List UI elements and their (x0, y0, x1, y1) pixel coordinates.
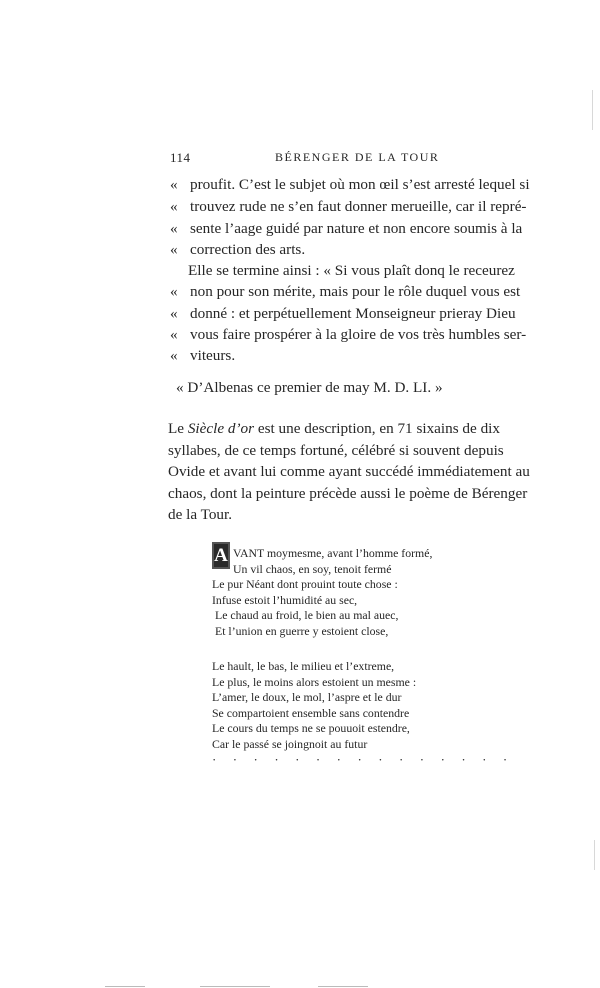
guillemet: « (170, 305, 178, 322)
guillemet: « (170, 326, 178, 343)
page-number: 114 (170, 150, 191, 165)
body-paragraph (168, 418, 530, 526)
verse-line: Le plus, le moins alors estoient un mesme : (212, 674, 417, 689)
quote-text: donné : et perpétuellement Monseigneur prieray Dieu (190, 305, 516, 322)
verse-line: Se compartoient ensemble sans contendre (212, 705, 410, 720)
guillemet: « (170, 220, 178, 237)
quote-text: sente l’aage guidé par nature et non encore soumis à la (190, 220, 523, 237)
poem-stanza-2 (212, 659, 416, 752)
paragraph-line (168, 418, 500, 440)
verse-line: Le chaud au froid, le bien au mal auec, (215, 608, 399, 622)
verse-line: Et l’union en guerre y estoient close, (215, 623, 389, 638)
running-title: BÉRENGER DE LA TOUR (275, 150, 440, 164)
running-header (170, 150, 500, 168)
guillemet: « (170, 283, 178, 300)
text-run: Le (168, 420, 188, 437)
guillemet: « (170, 198, 178, 215)
verse-line: Car le passé se joingnoit au futur (212, 736, 368, 751)
ellipsis-dots: · · · · · · · · · · · · · · · (212, 752, 514, 767)
verse-line: Le cours du temps ne se pouuoit estendre, (212, 721, 410, 735)
text-run: est une description, en 71 sixains de dix (254, 420, 500, 437)
verse-line: Infuse estoit l’humidité au sec, (212, 592, 358, 607)
guillemet: « (170, 347, 178, 364)
guillemet: « (170, 176, 178, 193)
paragraph-line: de la Tour. (168, 506, 233, 523)
verse-line: L’amer, le doux, le mol, l’aspre et le dur (212, 690, 402, 704)
scan-artifact (200, 986, 270, 987)
quote-text: proufit. C’est le subjet où mon œil s’est arresté lequel si (190, 176, 530, 193)
scan-artifact (594, 840, 595, 870)
guillemet: « (170, 241, 178, 258)
quote-text: vous faire prospérer à la gloire de vos très humbles ser- (190, 326, 527, 343)
italic-title: Siècle d’or (187, 420, 255, 437)
poem-stanza-1 (212, 546, 432, 639)
paragraph-line: syllabes, de ce temps fortuné, célébré si souvent depuis (168, 441, 504, 459)
paragraph-line: chaos, dont la peinture précède aussi le poème de Bérenger (168, 484, 528, 502)
signature-line: « D’Albenas ce premier de may M. D. LI. » (176, 379, 443, 396)
scan-artifact (318, 986, 368, 987)
quote-text: correction des arts. (190, 241, 306, 258)
verse-line: Le pur Néant dont prouint toute chose : (212, 577, 398, 591)
verse-line: VANT moymesme, avant l’homme formé, (233, 546, 433, 560)
verse-line: Le hault, le bas, le milieu et l’extreme, (212, 659, 395, 673)
paragraph-line: Ovide et avant lui comme ayant succédé immédiatement au (168, 463, 530, 480)
quote-text: viteurs. (190, 347, 236, 364)
quote-text: trouvez rude ne s’en faut donner merueille, car il repré- (190, 198, 527, 215)
scan-artifact (592, 90, 593, 130)
scan-artifact (105, 986, 145, 987)
drop-cap: A (212, 542, 230, 569)
ending-intro: Elle se termine ainsi : « Si vous plaît donq le receurez (188, 262, 515, 279)
verse-line: Un vil chaos, en soy, tenoit fermé (233, 561, 392, 576)
quote-text: non pour son mérite, mais pour le rôle duquel vous est (190, 283, 521, 300)
